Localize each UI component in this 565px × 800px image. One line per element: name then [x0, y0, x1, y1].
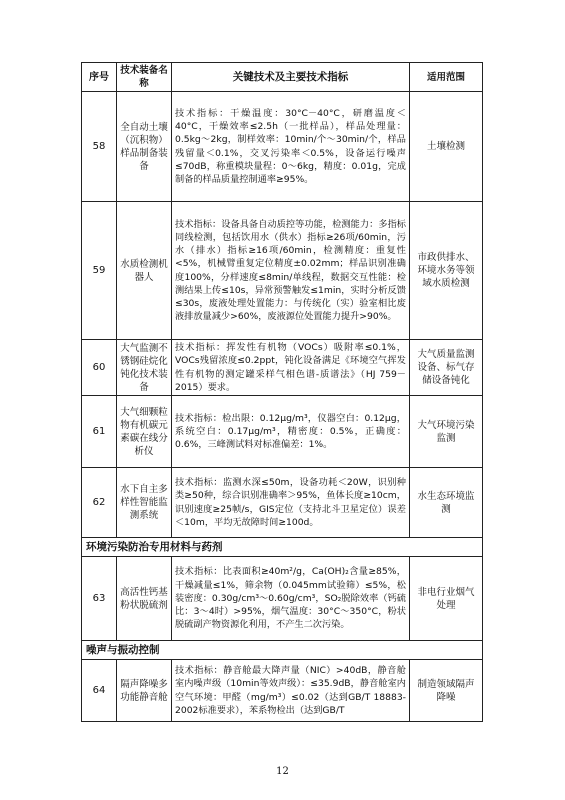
technical-spec: 技术指标：比表面积≥40m²/g，Ca(OH)₂含量≥85%，干燥减量≤1%，筛余物（0.045mm试验筛）≤5%，松装密度：0.30g/cm³～0.60g/cm³，SO₂脱除效率（钙硫比：3～4时）>95%，烟气温度：30°C～350°C，粉状脱硫副产物资源化利用，不产生二次污染。	[172, 557, 410, 641]
row-number: 62	[82, 468, 117, 538]
header-spec: 关键技术及主要技术指标	[172, 63, 410, 92]
section-title-noise: 噪声与振动控制	[82, 641, 483, 660]
application-scope: 非电行业烟气处理	[410, 557, 483, 641]
equipment-name: 高活性钙基粉状脱硫剂	[117, 557, 172, 641]
table-row	[82, 557, 483, 641]
section-title-materials: 环境污染防治专用材料与药剂	[82, 538, 483, 557]
application-scope: 制造领域隔声降噪	[410, 660, 483, 722]
header-equipment: 技术装备名称	[117, 63, 172, 92]
table-row	[82, 202, 483, 340]
header-no: 序号	[82, 63, 117, 92]
equipment-name: 大气细颗粒物有机碳元素碳在线分析仪	[117, 396, 172, 468]
table-row	[82, 340, 483, 396]
table-row	[82, 396, 483, 468]
technical-spec: 技术指标：检出限：0.12μg/m³，仪器空白：0.12μg，系统空白：0.17μg/m³，精密度：0.5%，正确度：0.6%，三峰测试料对标准偏差：1%。	[172, 396, 410, 468]
technical-spec: 技术指标：监测水深≤50m，设备功耗＜20W，识别种类≥50种，综合识别准确率＞95%，鱼体长度≥10cm，识别速度≥25帧/s，GIS定位（支持北斗卫星定位）误差＜10m，平均无故障时间≥100d。	[172, 468, 410, 538]
technical-spec: 技术指标：设备具备自动质控等功能，检测能力：多指标同线检测，包括饮用水（供水）指标≥26项/60min，污水（排水）指标≥16项/60min，检测精度：重复性<5%，机械臂重复定位精度±0.02mm；样品识别准确度100%，分样速度≤8min/单线程，数据交互性能：检测结果上传≤10s，异常预警触发≤1min，实时分析反馈≤30s，废液处理处置能力：与传统化（实）验室相比废液排放量减少>60%，废液源位处置能力提升>90%。	[172, 202, 410, 340]
technical-spec: 技术指标：干燥温度：30°C－40°C，研磨温度＜40°C，干燥效率≤2.5h（一批样品），样品处理量：0.5kg～2kg，制样效率：10min/个～30min/个，样品残留量＜0.1%，交叉污染率＜0.5%，设备运行噪声≤70dB，称重模块量程：0～6kg，精度：0.01g，完成制备的样品质量控制通率≥95%。	[172, 92, 410, 202]
row-number: 60	[82, 340, 117, 396]
application-scope: 大气质量监测设备、标气存储设备钝化	[410, 340, 483, 396]
equipment-name: 隔声降噪多功能静音舱	[117, 660, 172, 722]
application-scope: 市政供排水、环境水务等领域水质检测	[410, 202, 483, 340]
technology-table	[81, 62, 483, 722]
application-scope: 水生态环境监测	[410, 468, 483, 538]
table-row	[82, 92, 483, 202]
table-header-row	[82, 63, 483, 92]
table-row	[82, 660, 483, 722]
equipment-name: 水下自主多样性智能监测系统	[117, 468, 172, 538]
technical-spec: 技术指标：挥发性有机物（VOCs）吸附率≤0.1%，VOCs残留浓度≤0.2ppt，钝化设备满足《环境空气挥发性有机物的测定罐采样气相色谱-质谱法》（HJ 759－2015）要求。	[172, 340, 410, 396]
equipment-name: 大气监测不锈钢硅烷化钝化技术装备	[117, 340, 172, 396]
row-number: 58	[82, 92, 117, 202]
application-scope: 土壤检测	[410, 92, 483, 202]
row-number: 63	[82, 557, 117, 641]
equipment-name: 水质检测机器人	[117, 202, 172, 340]
application-scope: 大气环境污染监测	[410, 396, 483, 468]
row-number: 64	[82, 660, 117, 722]
equipment-name: 全自动土壤（沉积物）样品制备装备	[117, 92, 172, 202]
row-number: 59	[82, 202, 117, 340]
document-page	[81, 62, 483, 722]
section-row	[82, 641, 483, 660]
table-row	[82, 468, 483, 538]
row-number: 61	[82, 396, 117, 468]
technical-spec: 技术指标：静音舱最大降声量（NIC）>40dB，静音舱室内噪声级（10min等效声级）：≤35.9dB，静音舱室内空气环境：甲醛（mg/m³）≤0.02（达到GB/T 18883-2002标准要求），苯系物检出（达到GB/T	[172, 660, 410, 722]
page-number: 12	[276, 766, 289, 777]
section-row	[82, 538, 483, 557]
header-scope: 适用范围	[410, 63, 483, 92]
